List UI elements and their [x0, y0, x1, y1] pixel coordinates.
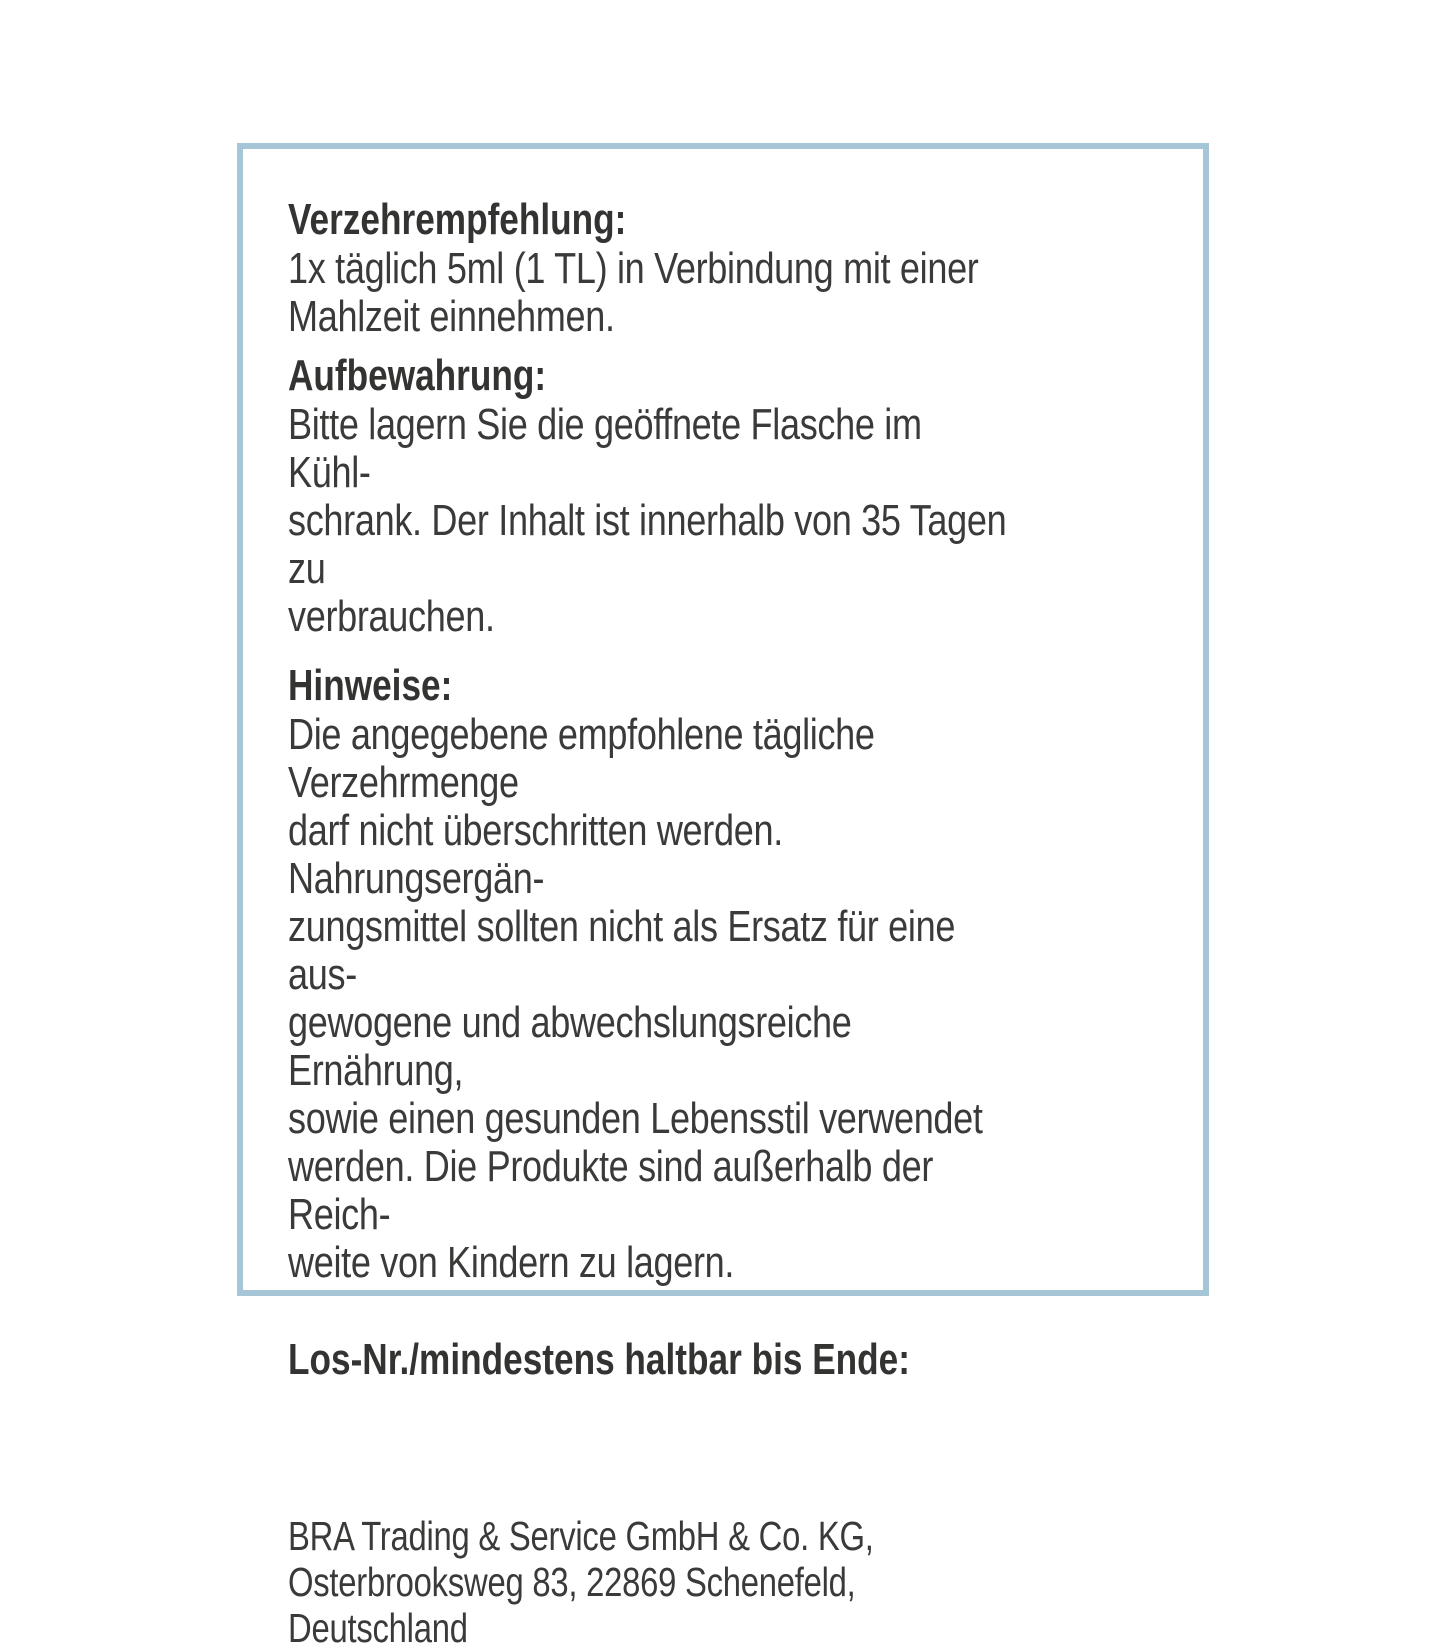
storage-body [288, 401, 1173, 641]
warnings-heading-text: Hinweise: [288, 661, 453, 710]
product-label-panel [237, 143, 1209, 1651]
section-lot-number [288, 1335, 1173, 1385]
manufacturer-address [288, 1513, 1173, 1651]
storage-body-text: Bitte lagern Sie die geöffnete Flasche im Kühl- schrank. Der Inhalt ist innerhalb von 35 Tagen zu verbrauchen. [288, 400, 1007, 641]
manufacturer-street-text: Osterbrooksweg 83, 22869 Schenefeld, Deutschland [288, 1559, 856, 1651]
lot-number-stamp-area [288, 1385, 1173, 1513]
dosage-heading-text: Verzehrempfehlung: [288, 195, 627, 244]
section-storage [288, 351, 1173, 641]
lot-number-heading [288, 1335, 1173, 1385]
manufacturer-name-text: BRA Trading & Service GmbH & Co. KG, [288, 1513, 874, 1559]
storage-heading [288, 351, 1173, 401]
section-warnings [288, 661, 1173, 1287]
lot-number-heading-text: Los-Nr./mindestens haltbar bis Ende: [288, 1335, 910, 1384]
section-dosage [288, 195, 1173, 341]
dosage-body-text: 1x täglich 5ml (1 TL) in Verbindung mit einer Mahlzeit einnehmen. [288, 244, 979, 341]
warnings-heading [288, 661, 1173, 711]
warnings-body [288, 711, 1173, 1287]
storage-heading-text: Aufbewahrung: [288, 351, 547, 400]
dosage-heading [288, 195, 1173, 245]
manufacturer-name-line [288, 1513, 1173, 1559]
manufacturer-street-line [288, 1559, 1173, 1651]
warnings-body-text: Die angegebene empfohlene tägliche Verzehrmenge darf nicht überschritten werden. Nahrungsergän- zungsmittel sollten nicht als Ersatz für eine aus- gewogene und abwechslungsreiche Ernährung, sowie einen gesunden Lebensstil verwendet werden. Die Produkte sind außerhalb der Reich- weite von Kindern zu lagern. [288, 710, 983, 1287]
dosage-body [288, 245, 1173, 341]
